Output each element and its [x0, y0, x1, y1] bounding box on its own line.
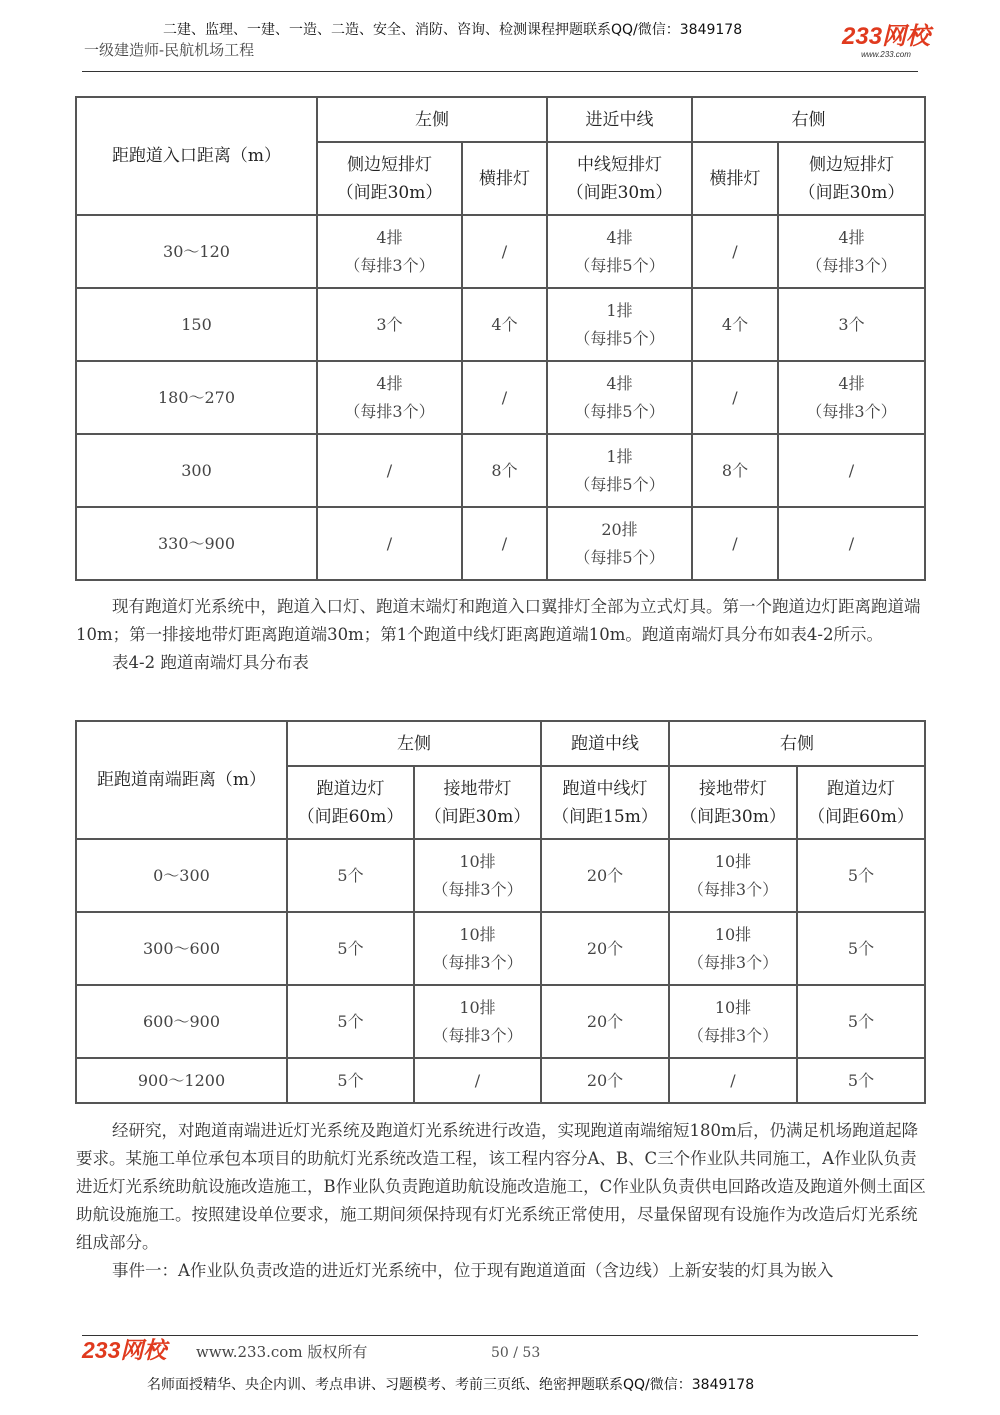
approach-lights-table	[75, 96, 926, 581]
distance-cell: 30～120	[76, 215, 317, 288]
sub-header-line: 侧边短排灯	[347, 154, 432, 175]
corner-header: 距跑道入口距离（m）	[76, 97, 317, 215]
table-cell	[797, 912, 925, 985]
sub-header-line: 中线短排灯	[577, 154, 662, 175]
sub-header-line: （间距15m）	[552, 806, 658, 827]
table-cell	[462, 361, 547, 434]
brand-logo: 233网校	[842, 23, 931, 50]
table-cell	[547, 434, 692, 507]
cell-line: /	[501, 387, 508, 407]
table-cell	[414, 912, 541, 985]
table-row	[76, 215, 925, 288]
table-cell	[547, 215, 692, 288]
table-cell	[414, 1058, 541, 1103]
cell-line: 5个	[337, 865, 364, 885]
cell-line: 4排	[376, 373, 403, 393]
cell-line: 5个	[847, 865, 875, 885]
table-cell	[669, 985, 797, 1058]
cell-line: /	[386, 460, 393, 480]
cell-line: 10排	[714, 997, 752, 1017]
table-cell	[797, 1058, 925, 1103]
paragraph-2: 经研究，对跑道南端进近灯光系统及跑道灯光系统进行改造，实现跑道南端缩短180m后，仍满足机场跑道起降要求。某施工单位承包本项目的助航灯光系统改造工程，该工程内容分A、B、C三个作业队共同施工，A作业队负责进近灯光系统助航设施改造施工，B作业队负责跑道助航设施改造施工，C作业队负责供电回路改造及跑道外侧土面区助航设施施工。按照建设单位要求，施工期间须保持现有灯光系统正常使用，尽量保留现有设施作为改造后灯光系统组成部分。	[76, 1121, 926, 1252]
cell-line: 5个	[847, 1070, 875, 1090]
runway-south-lights-table	[75, 720, 926, 1104]
cell-line: 20个	[586, 865, 624, 885]
table-cell	[317, 507, 462, 580]
cell-line: /	[501, 241, 508, 261]
footer-promo: 名师面授精华、央企内训、考点串讲、习题模考、考前三页纸、绝密押题联系QQ/微信：3849178	[147, 1377, 755, 1393]
table-cell	[778, 361, 925, 434]
sub-header	[669, 766, 797, 839]
cell-line: （每排5个）	[574, 474, 665, 494]
paragraph-3: 事件一：A作业队负责改造的进近灯光系统中，位于现有跑道道面（含边线）上新安装的灯具为嵌入	[112, 1261, 834, 1280]
table-cell	[541, 912, 669, 985]
cell-line: /	[474, 1070, 481, 1090]
group-header: 左侧	[287, 721, 541, 766]
sub-header	[547, 142, 692, 215]
cell-line: /	[732, 241, 738, 261]
corner-header: 距跑道南端距离（m）	[76, 721, 287, 839]
table-cell	[541, 985, 669, 1058]
distance-cell: 0～300	[76, 839, 287, 912]
sub-header-line: （间距60m）	[808, 806, 914, 827]
table-cell	[287, 839, 414, 912]
table-cell	[414, 985, 541, 1058]
sub-header	[317, 142, 462, 215]
sub-header-line: （间距30m）	[424, 806, 531, 827]
cell-line: 4个	[721, 314, 749, 334]
distance-cell: 180～270	[76, 361, 317, 434]
table-cell	[462, 507, 547, 580]
table-cell	[797, 839, 925, 912]
table-row	[76, 434, 925, 507]
text-block-2	[76, 1117, 926, 1285]
sub-header-line: 跑道边灯	[316, 778, 385, 799]
table-cell	[541, 839, 669, 912]
table-cell	[669, 1058, 797, 1103]
header-divider	[82, 71, 918, 72]
sub-header	[797, 766, 925, 839]
cell-line: 10排	[459, 924, 496, 944]
cell-line: 5个	[847, 1011, 875, 1031]
sub-header-line: 横排灯	[709, 168, 761, 189]
sub-header	[462, 142, 547, 215]
cell-line: （每排5个）	[574, 255, 665, 275]
table-cell	[778, 288, 925, 361]
sub-header-line: 横排灯	[479, 168, 530, 189]
sub-header	[414, 766, 541, 839]
cell-line: /	[732, 533, 738, 553]
distance-cell: 900～1200	[76, 1058, 287, 1103]
table-cell	[287, 985, 414, 1058]
cell-line: 4排	[606, 373, 633, 393]
cell-line: 3个	[376, 314, 403, 334]
cell-line: 4个	[491, 314, 518, 334]
distance-cell: 330～900	[76, 507, 317, 580]
cell-line: （每排3个）	[344, 255, 435, 275]
sub-header	[778, 142, 925, 215]
table-cell	[797, 985, 925, 1058]
cell-line: 10排	[714, 924, 752, 944]
cell-line: 4排	[838, 373, 865, 393]
distance-cell: 600～900	[76, 985, 287, 1058]
sub-header-line: 接地带灯	[443, 778, 512, 799]
cell-line: （每排3个）	[432, 879, 523, 899]
cell-line: 10排	[459, 851, 496, 871]
cell-line: /	[501, 533, 508, 553]
sub-header-line: （间距30m）	[566, 182, 673, 203]
cell-line: （每排5个）	[574, 401, 665, 421]
table-cell	[692, 215, 778, 288]
cell-line: 8个	[721, 460, 749, 480]
distance-cell: 300	[76, 434, 317, 507]
table-row	[76, 839, 925, 912]
cell-line: 4排	[376, 227, 403, 247]
cell-line: 10排	[459, 997, 496, 1017]
cell-line: 5个	[337, 938, 364, 958]
sub-header-line: （间距30m）	[798, 182, 905, 203]
sub-header	[541, 766, 669, 839]
table-cell	[287, 912, 414, 985]
table-cell	[317, 361, 462, 434]
cell-line: （每排3个）	[432, 1025, 523, 1045]
group-header: 跑道中线	[541, 721, 669, 766]
text-block-1	[76, 593, 926, 677]
sub-header	[287, 766, 414, 839]
cell-line: （每排3个）	[806, 401, 897, 421]
cell-line: 5个	[337, 1070, 364, 1090]
table-cell	[547, 361, 692, 434]
table-caption: 表4-2 跑道南端灯具分布表	[112, 653, 309, 672]
brand-logo-block	[842, 24, 930, 60]
table-cell	[541, 1058, 669, 1103]
table-cell	[692, 288, 778, 361]
page-number: 50 / 53	[491, 1345, 541, 1361]
cell-line: 20个	[586, 1011, 624, 1031]
table-cell	[547, 288, 692, 361]
table-cell	[669, 912, 797, 985]
group-header: 右侧	[692, 97, 925, 142]
sub-header-line: （间距60m）	[297, 806, 404, 827]
cell-line: 3个	[838, 314, 865, 334]
cell-line: 5个	[847, 938, 875, 958]
sub-header-line: 跑道边灯	[827, 778, 895, 799]
cell-line: （每排5个）	[574, 328, 665, 348]
group-header: 右侧	[669, 721, 925, 766]
header-promo: 二建、监理、一建、一造、二造、安全、消防、咨询、检测课程押题联系QQ/微信：3849178	[163, 22, 743, 38]
sub-header-line: （间距30m）	[336, 182, 443, 203]
table-row	[76, 912, 925, 985]
cell-line: （每排3个）	[687, 952, 779, 972]
table-cell	[778, 215, 925, 288]
brand-logo-url: www.233.com	[861, 50, 911, 59]
table-cell	[778, 507, 925, 580]
table-cell	[287, 1058, 414, 1103]
table-row	[76, 507, 925, 580]
sub-header-line: （间距30m）	[680, 806, 786, 827]
cell-line: 1排	[606, 446, 633, 466]
cell-line: 20排	[601, 519, 638, 539]
table-cell	[462, 215, 547, 288]
cell-line: /	[386, 533, 393, 553]
table-cell	[317, 288, 462, 361]
table-row	[76, 1058, 925, 1103]
cell-line: 5个	[337, 1011, 364, 1031]
sub-header-line: 接地带灯	[699, 778, 767, 799]
group-header: 左侧	[317, 97, 547, 142]
cell-line: 20个	[586, 1070, 624, 1090]
distance-cell: 300～600	[76, 912, 287, 985]
cell-line: 20个	[586, 938, 624, 958]
table-cell	[462, 434, 547, 507]
cell-line: （每排3个）	[806, 255, 897, 275]
sub-header-line: 跑道中线灯	[562, 778, 648, 799]
table-cell	[547, 507, 692, 580]
table-row	[76, 985, 925, 1058]
footer-logo: 233网校	[82, 1337, 167, 1363]
cell-line: /	[848, 460, 855, 480]
sub-header-line: 侧边短排灯	[809, 154, 894, 175]
table-row	[76, 361, 925, 434]
table-cell	[692, 507, 778, 580]
table-cell	[462, 288, 547, 361]
distance-cell: 150	[76, 288, 317, 361]
paragraph-1: 现有跑道灯光系统中，跑道入口灯、跑道末端灯和跑道入口翼排灯全部为立式灯具。第一个跑道边灯距离跑道端10m；第一排接地带灯距离跑道端30m；第1个跑道中线灯距离跑道端10m。跑道南端灯具分布如表4-2所示。	[76, 597, 921, 644]
cell-line: （每排3个）	[344, 401, 435, 421]
cell-line: （每排3个）	[687, 879, 779, 899]
sub-header	[692, 142, 778, 215]
table-row	[76, 288, 925, 361]
table-cell	[692, 434, 778, 507]
table-cell	[414, 839, 541, 912]
cell-line: /	[848, 533, 855, 553]
cell-line: 10排	[714, 851, 752, 871]
cell-line: （每排5个）	[574, 547, 665, 567]
cell-line: 8个	[491, 460, 518, 480]
cell-line: 1排	[606, 300, 633, 320]
table-cell	[692, 361, 778, 434]
table-cell	[778, 434, 925, 507]
footer-divider	[82, 1335, 918, 1336]
header-subtitle: 一级建造师-民航机场工程	[84, 41, 255, 59]
table-cell	[669, 839, 797, 912]
cell-line: （每排3个）	[687, 1025, 779, 1045]
cell-line: （每排3个）	[432, 952, 523, 972]
footer-copyright: www.233.com 版权所有	[196, 1343, 368, 1361]
table-cell	[317, 215, 462, 288]
cell-line: 4排	[606, 227, 633, 247]
cell-line: 4排	[838, 227, 865, 247]
group-header: 进近中线	[547, 97, 692, 142]
cell-line: /	[730, 1070, 736, 1090]
cell-line: /	[732, 387, 738, 407]
table-cell	[317, 434, 462, 507]
